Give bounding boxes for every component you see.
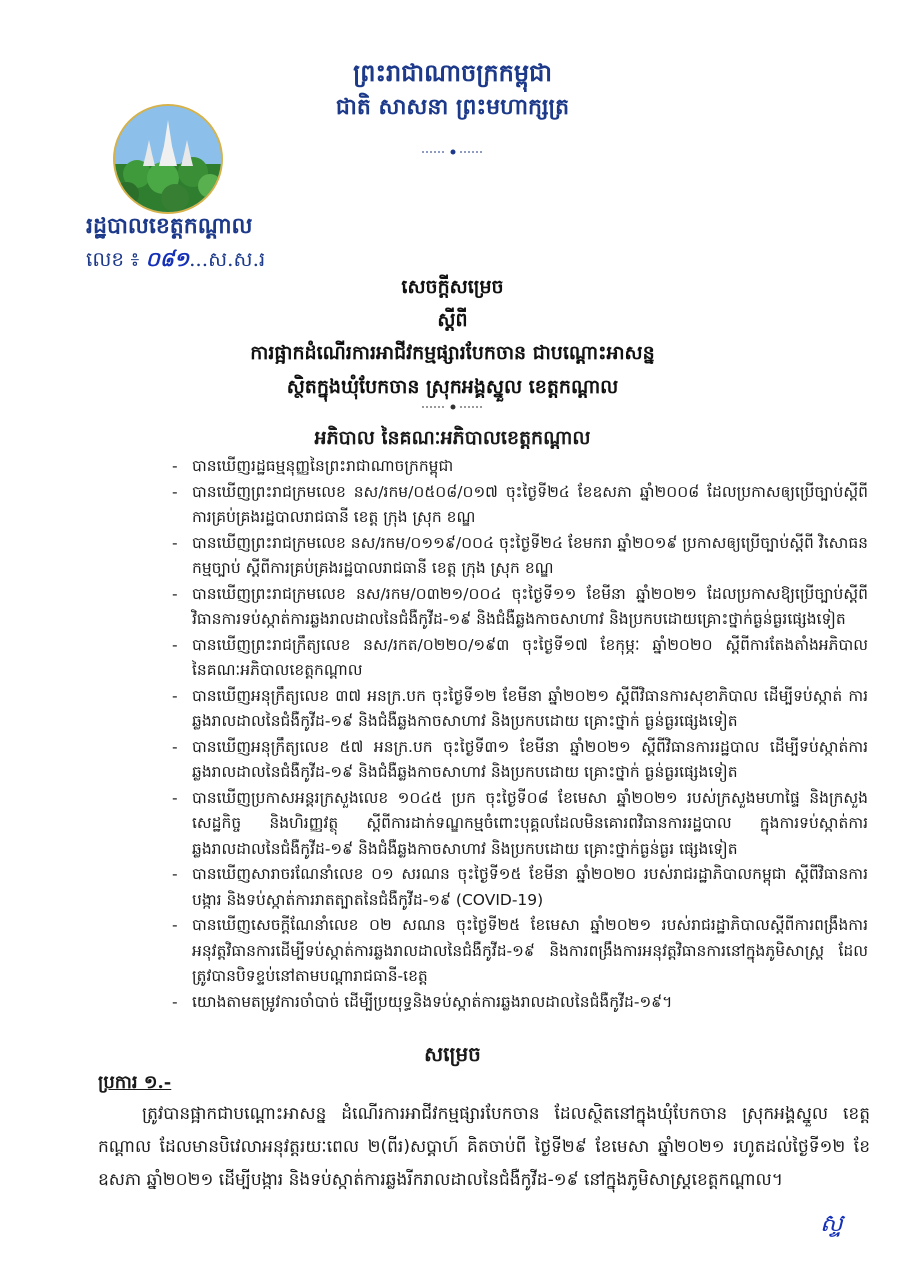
authority-name: រដ្ឋបាលខេត្តកណ្តាល [86,213,253,239]
citation-item: - បានឃើញព្រះរាជក្រមលេខ នស/រកម/០៥០៨/០១៧ ចុះថ្ងៃទី២៤ ខែឧសភា ឆ្នាំ២០០៨ ដែលប្រកាសឲ្យប្រើច្បាប់ស្តីពីការគ្រប់គ្រងរដ្ឋបាលរាជធានី ខេត្ត ក្រុង ស្រុក ខណ្ឌ [168,480,868,531]
decided-heading: សម្រេច [424,1042,481,1066]
decision-title [0,270,905,404]
reference-number: ០៨១ [145,247,190,271]
citation-item: - បានឃើញអនុក្រឹត្យលេខ ៥៧ អនក្រ.បក ចុះថ្ងៃទី៣១ ខែមីនា ឆ្នាំ២០២១ ស្តីពីវិធានការរដ្ឋបាល ដើម្បីទប់ស្កាត់ការឆ្លងរាលដាលនៃជំងឺកូវីដ-១៩ និងជំងឺឆ្លងកាចសាហាវ និងប្រកបដោយ គ្រោះថ្នាក់ ធ្ងន់ធ្ងរផ្សេងទៀត [168,735,868,786]
citation-item: - បានឃើញព្រះរាជក្រមលេខ នស/រកម/០៣២១/០០៤ ចុះថ្ងៃទី១១ ខែមីនា ឆ្នាំ២០២១ ដែលប្រកាសឱ្យប្រើច្បាប់ស្តីពី វិធានការទប់ស្កាត់ការឆ្លងរាលដាលនៃជំងឺកូវីដ-១៩ និងជំងឺឆ្លងកាចសាហាវ និងប្រកបដោយគ្រោះថ្នាក់ធ្ងន់ធ្ងរផ្សេងទៀត [168,582,868,633]
article-1-text: ត្រូវបានផ្អាកជាបណ្តោះអាសន្ន ដំណើរការអាជីវកម្មផ្សារបែកចាន ដែលស្ថិតនៅក្នុងឃុំបែកចាន ស្រុកអង្គស្នួល ខេត្តកណ្តាល ដែលមានបិវេលាអនុវត្តរយៈពេល ២(ពីរ)សប្តាហ៍ គិតចាប់ពី ថ្ងៃទី២៩ ខែមេសា ឆ្នាំ២០២១ រហូតដល់ថ្ងៃទី១២ ខែឧសភា ឆ្នាំ២០២១ ដើម្បីបង្ការ និងទប់ស្កាត់ការឆ្លងរីករាលដាលនៃជំងឺកូវីដ-១៩ នៅក្នុងភូមិសាស្ត្រខេត្តកណ្តាល។ [98,1104,870,1190]
title-line-4: ស្ថិតក្នុងឃុំបែកចាន ស្រុកអង្គស្នួល ខេត្តកណ្តាល [286,376,619,398]
article-1-body [98,1098,870,1197]
reference-suffix: ...ស.ស.រ [189,247,266,271]
article-1-heading: ប្រការ ១.- [98,1072,172,1093]
citation-item: - បានឃើញប្រកាសអន្តរក្រសួងលេខ ១០៤៥ ប្រក ចុះថ្ងៃទី០៨ ខែមេសា ឆ្នាំ២០២១ របស់ក្រសួងមហាផ្ទៃ និងក្រសួងសេដ្ឋកិច្ច និងហិរញ្ញវត្ថុ ស្តីពីការដាក់ទណ្ឌកម្មចំពោះបុគ្គលដែលមិនគោរពវិធានការរដ្ឋបាល ក្នុងការទប់ស្កាត់ការឆ្លងរាលដាលនៃជំងឺកូវីដ-១៩ និងជំងឺឆ្លងកាចសាហាវ និងប្រកបដោយ គ្រោះថ្នាក់ធ្ងន់ធ្ងរ ផ្សេងទៀត [168,786,868,863]
header-ornament-icon [422,148,484,156]
kingdom-line-1: ព្រះរាជាណាចក្រកម្ពុជា [353,58,552,87]
citation-item: - បានឃើញអនុក្រឹត្យលេខ ៣៧ អនក្រ.បក ចុះថ្ងៃទី១២ ខែមីនា ឆ្នាំ២០២១ ស្តីពីវិធានការសុខាភិបាល ដើម្បីទប់ស្កាត់ ការឆ្លងរាលដាលនៃជំងឺកូវីដ-១៩ និងជំងឺឆ្លងកាចសាហាវ និងប្រកបដោយ គ្រោះថ្នាក់ ធ្ងន់ធ្ងរផ្សេងទៀត [168,684,868,735]
citation-item: - បានឃើញព្រះរាជក្រមលេខ នស/រកម/០១១៩/០០៤ ចុះថ្ងៃទី២៤ ខែមករា ឆ្នាំ២០១៩ ប្រកាសឲ្យប្រើច្បាប់ស្តីពី វិសោធនកម្មច្បាប់ ស្តីពីការគ្រប់គ្រងរដ្ឋបាលរាជធានី ខេត្ត ក្រុង ស្រុក ខណ្ឌ [168,531,868,582]
citation-item: - បានឃើញព្រះរាជក្រឹត្យលេខ នស/រកត/០២២០/១៩៣ ចុះថ្ងៃទី១៧ ខែកុម្ភៈ ឆ្នាំ២០២០ ស្តីពីការតែងតាំងអភិបាលនៃគណៈអភិបាលខេត្តកណ្តាល [168,633,868,684]
citation-item: - យោងតាមតម្រូវការចាំបាច់ ដើម្បីប្រយុទ្ធនិងទប់ស្កាត់ការឆ្លងរាលដាលនៃជំងឺកូវីដ-១៩។ [168,990,868,1016]
governor-heading: អភិបាល នៃគណៈអភិបាលខេត្តកណ្តាល [314,427,591,449]
title-line-1: សេចក្តីសម្រេច [401,276,504,298]
issuing-authority [86,210,265,276]
kingdom-line-2: ជាតិ សាសនា ព្រះមហាក្សត្រ [335,94,570,120]
reference-prefix: លេខ ៖ [86,247,140,271]
citation-item: - បានឃើញរដ្ឋធម្មនុញ្ញនៃព្រះរាជាណាចក្រកម្ពុជា [168,454,868,480]
citation-item: - បានឃើញសារាចរណែនាំលេខ ០១ សរណន ចុះថ្ងៃទី១៥ ខែមីនា ឆ្នាំ២០២០ របស់រាជរដ្ឋាភិបាលកម្ពុជា ស្តីពីវិធានការ បង្ការ និងទប់ស្កាត់ការរាតត្បាតនៃជំងឺកូវីដ-១៩ (COVID-19) [168,862,868,913]
handwritten-initials: ស្ទ [820,1209,843,1237]
title-line-3: ការផ្អាកដំណើរការអាជីវកម្មផ្សារបែកចាន ជាបណ្តោះអាសន្ន [250,342,655,364]
title-line-2: ស្តីពី [437,309,468,331]
province-seal-logo [113,104,223,214]
citation-item: - បានឃើញសេចក្តីណែនាំលេខ ០២ សណន ចុះថ្ងៃទី២៥ ខែមេសា ឆ្នាំ២០២១ របស់រាជរដ្ឋាភិបាលស្តីពីការពង្រឹងការអនុវត្តវិធានការដើម្បីទប់ស្កាត់ការឆ្លងរាលដាលនៃជំងឺកូវីដ-១៩ និងការពង្រឹងការអនុវត្តវិធានការនៅក្នុងភូមិសាស្ត្រ ដែលត្រូវបានបិទខ្ទប់នៅតាមបណ្តារាជធានី-ខេត្ត [168,913,868,990]
title-ornament-icon [422,403,484,411]
citations-list [168,454,868,1015]
